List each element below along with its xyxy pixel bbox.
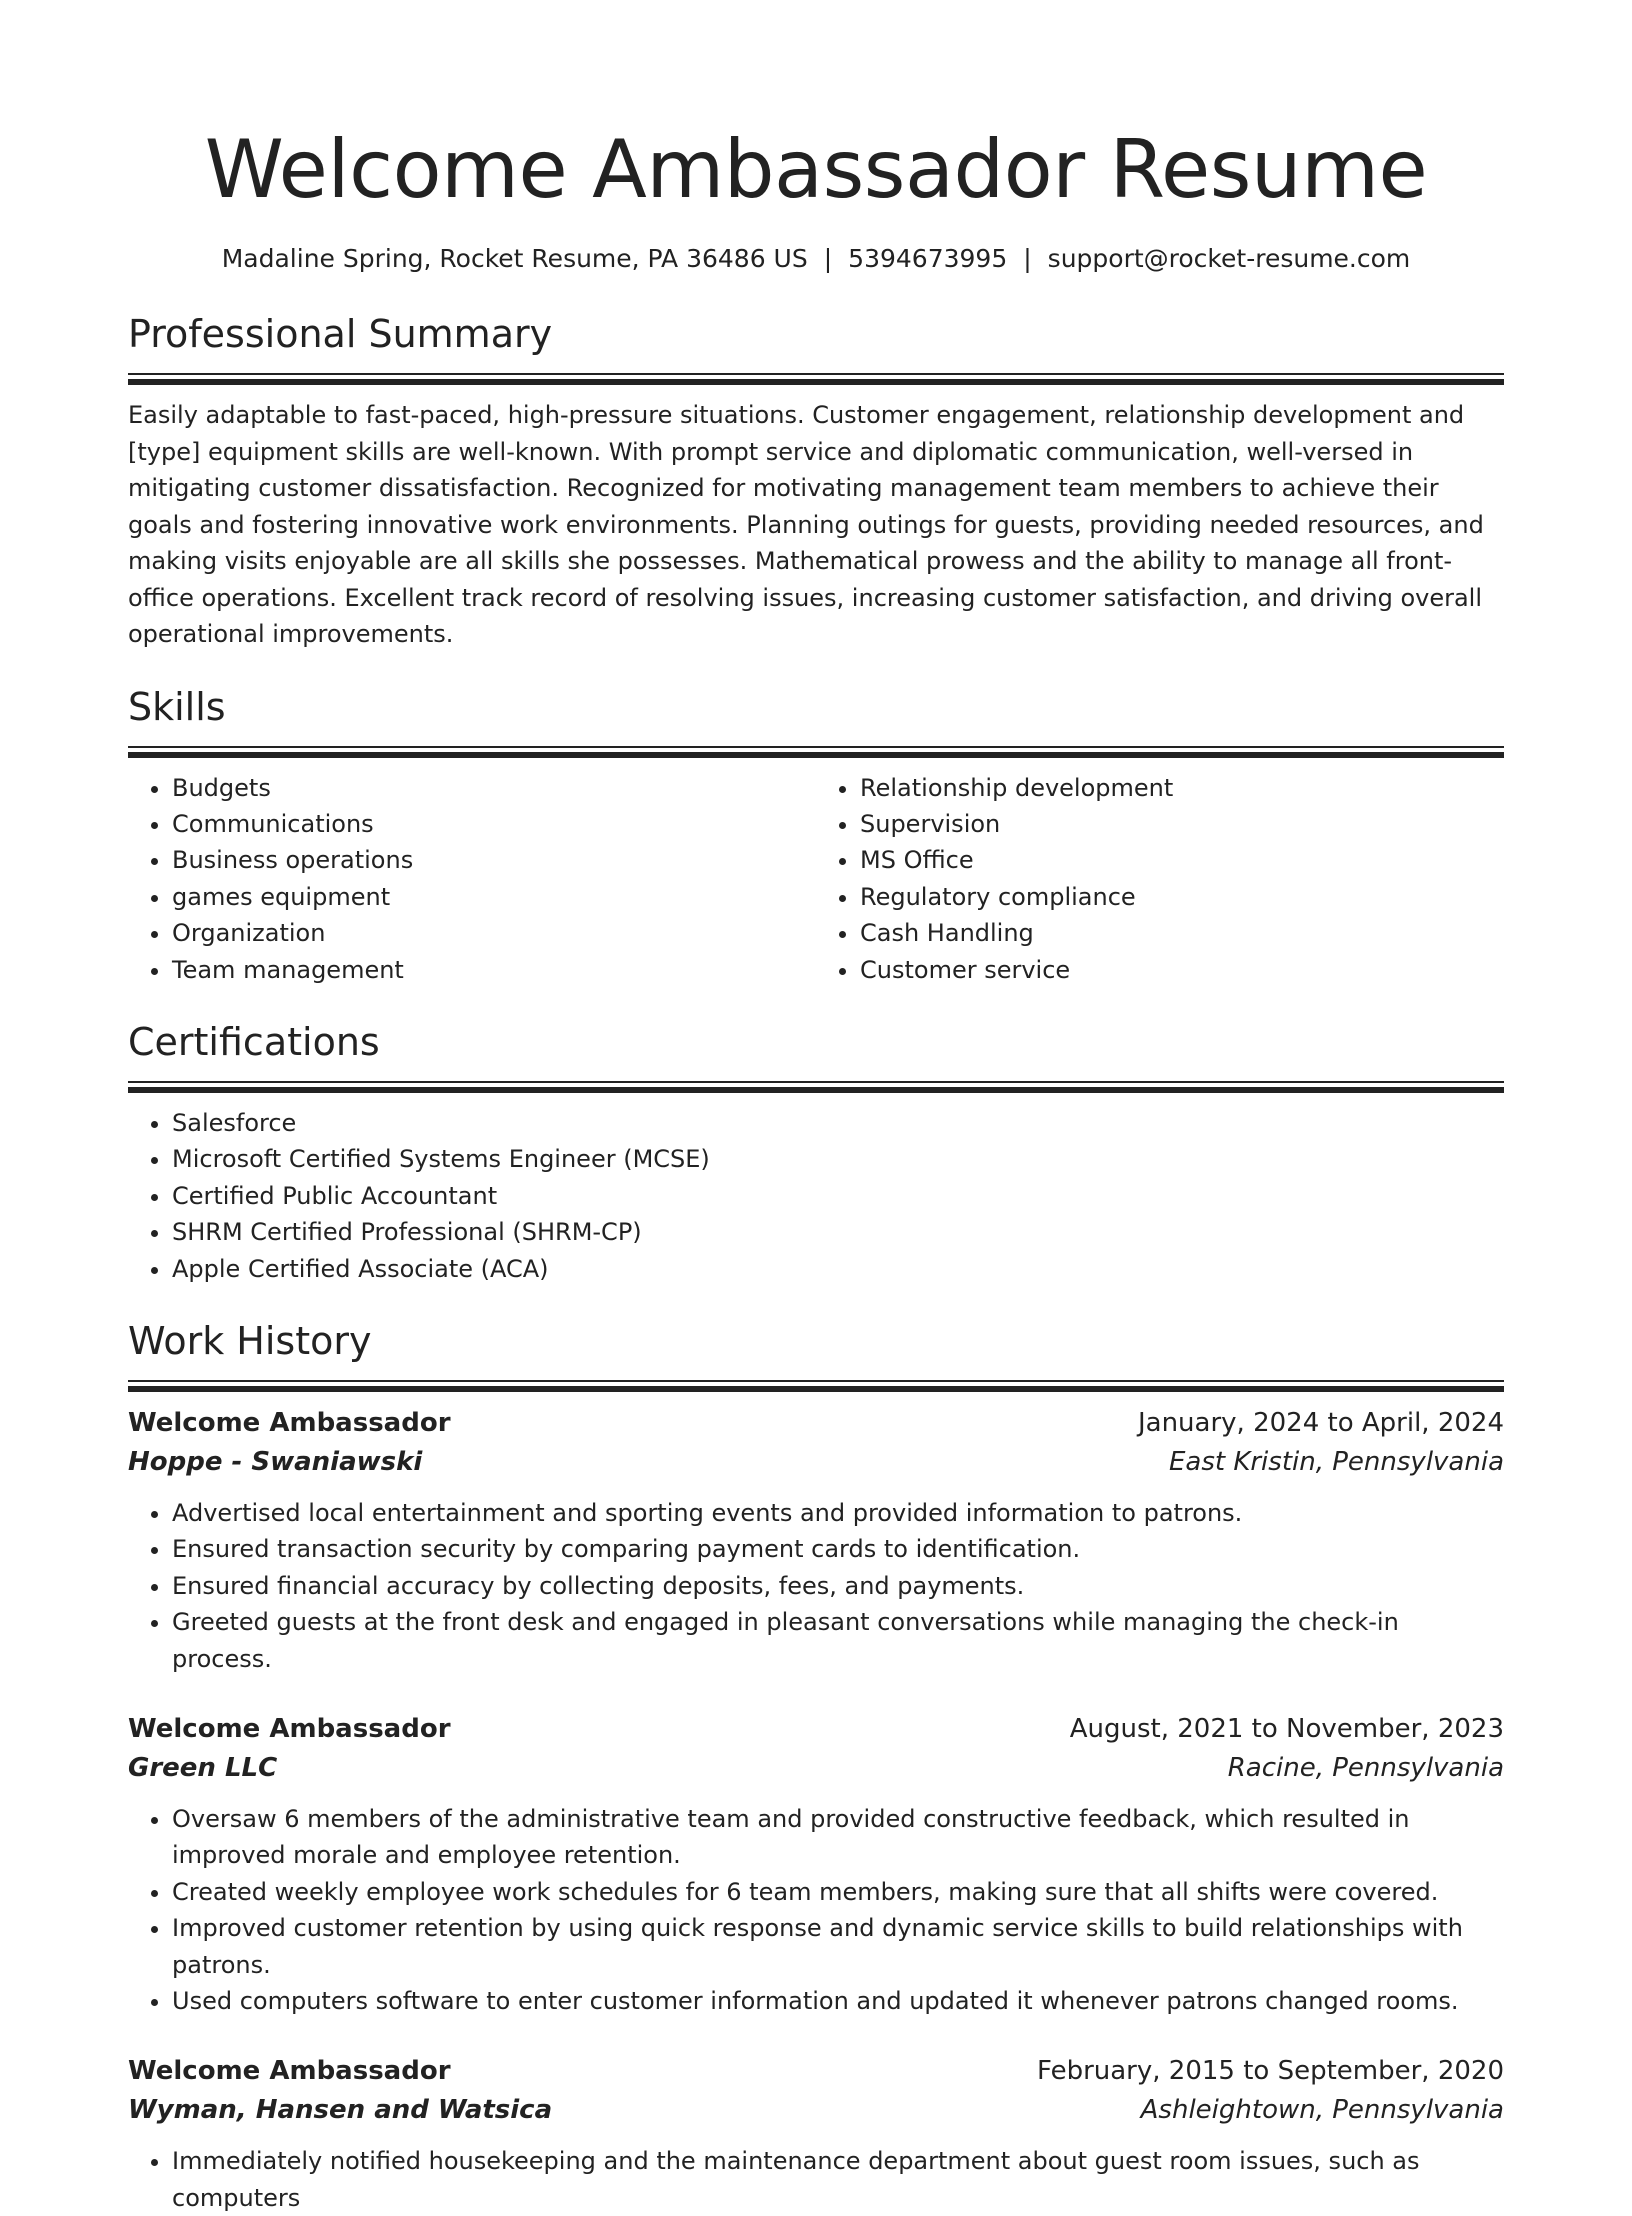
section-heading: Professional Summary xyxy=(128,312,553,356)
job-bullet: • Greeted guests at the front desk and engaged in pleasant conversations while managing the check-in process. xyxy=(172,1604,1504,1677)
job-entry xyxy=(128,1404,1504,1677)
job-bullet: • Created weekly employee work schedules for 6 team members, making sure that all shifts were covered. xyxy=(172,1874,1504,1910)
summary-text: Easily adaptable to fast-paced, high-pressure situations. Customer engagement, relationship development and [type] equipment skills are well-known. With prompt service and diplomatic communication, well-versed in mitigating customer dissatisfaction. Recognized for motivating management team members to achieve their goals and fostering innovative work environments. Planning outings for guests, providing needed resources, and making visits enjoyable are all skills she possesses. Mathematical prowess and the ability to manage all front-office operations. Excellent track record of resolving issues, increasing customer satisfaction, and driving overall operational improvements. xyxy=(128,401,1484,648)
contact-address: Madaline Spring, Rocket Resume, PA 36486 US xyxy=(221,244,808,273)
certification-item: • Salesforce xyxy=(172,1105,1504,1141)
job-bullet: • Improved customer retention by using quick response and dynamic service skills to build relationships with patrons. xyxy=(172,1910,1504,1983)
job-header-row xyxy=(128,1710,1504,1749)
section-heading: Skills xyxy=(128,684,226,729)
section-heading: Work History xyxy=(128,1318,372,1363)
job-company: Green LLC xyxy=(128,1753,278,1783)
job-title: Welcome Ambassador xyxy=(128,1714,451,1744)
skill-item: • Relationship development xyxy=(860,770,1504,806)
job-bullet: • Used computers software to enter customer information and updated it whenever patrons changed rooms. xyxy=(172,1983,1504,2019)
job-title: Welcome Ambassador xyxy=(128,1407,451,1438)
skill-item: • Business operations xyxy=(172,842,816,878)
certifications-list xyxy=(128,1105,1504,1287)
certification-item: • Apple Certified Associate (ACA) xyxy=(172,1251,1504,1287)
job-bullets xyxy=(128,1801,1504,2019)
resume-title: Welcome Ambassador Resume xyxy=(204,123,1428,216)
job-entry xyxy=(128,2052,1504,2216)
skills-grid xyxy=(128,770,1504,988)
job-dates: January, 2024 to April, 2024 xyxy=(1137,1407,1504,1438)
job-location: Ashleightown, Pennsylvania xyxy=(1140,2095,1504,2126)
job-bullet: • Oversaw 6 members of the administrative team and provided constructive feedback, which resulted in improved morale and employee retention. xyxy=(172,1801,1504,1874)
job-company-row xyxy=(128,2091,1504,2130)
skills-list-left xyxy=(128,770,816,988)
work-history-section xyxy=(128,1316,1504,2216)
skill-item: • Budgets xyxy=(172,770,816,806)
job-company: Hoppe - Swaniawski xyxy=(128,1446,423,1477)
job-bullet: • Ensured transaction security by comparing payment cards to identification. xyxy=(172,1531,1504,1567)
certification-item: • Microsoft Certified Systems Engineer (MCSE) xyxy=(172,1141,1504,1177)
section-divider xyxy=(128,373,1504,385)
section-divider xyxy=(128,1380,1504,1392)
contact-email: support@rocket-resume.com xyxy=(1047,244,1411,273)
skill-item: • Team management xyxy=(172,952,816,988)
job-header-row xyxy=(128,2052,1504,2091)
job-bullet: • Advertised local entertainment and sporting events and provided information to patrons. xyxy=(172,1495,1504,1531)
job-bullet: • Ensured financial accuracy by collecting deposits, fees, and payments. xyxy=(172,1568,1504,1604)
job-dates: August, 2021 to November, 2023 xyxy=(1069,1714,1504,1744)
certification-item: • SHRM Certified Professional (SHRM-CP) xyxy=(172,1214,1504,1250)
job-bullets xyxy=(128,1495,1504,1677)
summary-section xyxy=(128,309,1504,653)
resume-page xyxy=(128,0,1504,2216)
certifications-section xyxy=(128,1017,1504,1287)
skill-item: • games equipment xyxy=(172,879,816,915)
skill-item: • Communications xyxy=(172,806,816,842)
skills-section xyxy=(128,682,1504,988)
section-divider xyxy=(128,1081,1504,1093)
job-bullet: • Immediately notified housekeeping and the maintenance department about guest room issues, such as computers xyxy=(172,2143,1504,2216)
skill-item: • Organization xyxy=(172,915,816,951)
job-location: Racine, Pennsylvania xyxy=(1227,1753,1504,1783)
contact-separator: | xyxy=(823,244,833,273)
skill-item: • Customer service xyxy=(860,952,1504,988)
section-heading: Certifications xyxy=(128,1019,380,1064)
contact-line xyxy=(128,242,1504,276)
job-company-row xyxy=(128,1443,1504,1482)
skill-item: • Regulatory compliance xyxy=(860,879,1504,915)
job-header-row xyxy=(128,1404,1504,1443)
contact-phone: 5394673995 xyxy=(848,244,1008,273)
certification-item: • Certified Public Accountant xyxy=(172,1178,1504,1214)
skill-item: • MS Office xyxy=(860,842,1504,878)
job-dates: February, 2015 to September, 2020 xyxy=(1037,2056,1504,2087)
job-company: Wyman, Hansen and Watsica xyxy=(128,2095,553,2126)
job-company-row xyxy=(128,1749,1504,1788)
job-location: East Kristin, Pennsylvania xyxy=(1168,1446,1504,1477)
section-divider xyxy=(128,746,1504,758)
skill-item: • Supervision xyxy=(860,806,1504,842)
job-title: Welcome Ambassador xyxy=(128,2056,451,2087)
job-entry xyxy=(128,1710,1504,2019)
job-bullets xyxy=(128,2143,1504,2216)
skills-list-right xyxy=(816,770,1504,988)
skill-item: • Cash Handling xyxy=(860,915,1504,951)
contact-separator: | xyxy=(1023,244,1032,273)
